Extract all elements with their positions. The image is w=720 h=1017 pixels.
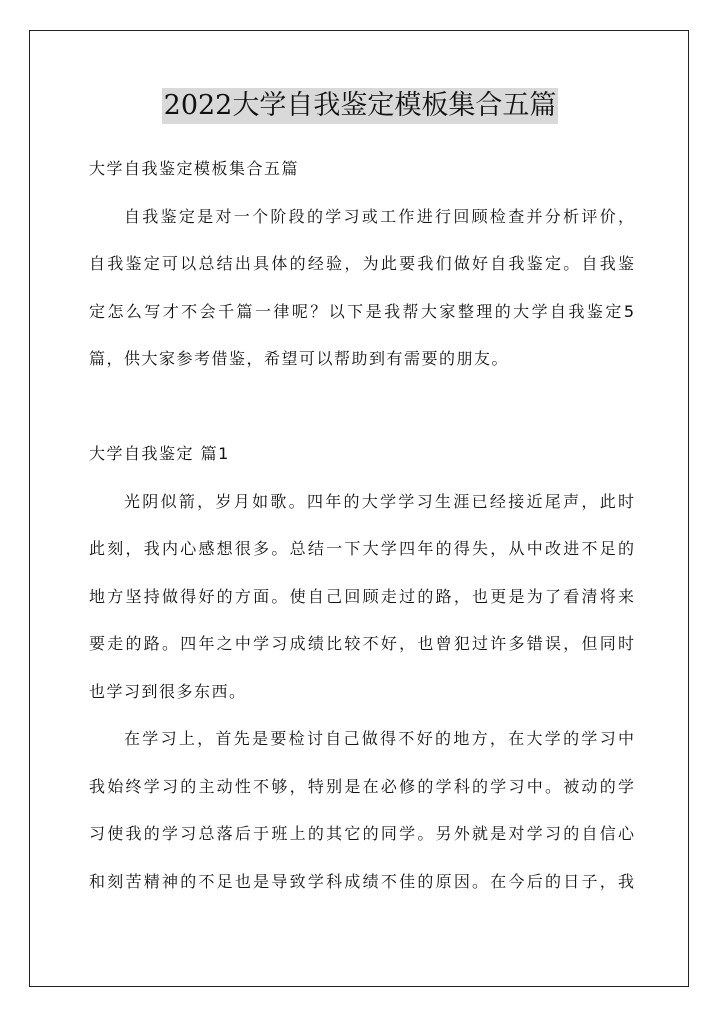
title-container	[0, 88, 720, 124]
intro-line-1: 自我鉴定是对一个阶段的学习或工作进行回顾检查并分析评价，	[124, 206, 634, 226]
section1-p1-line-4: 要走的路。四年之中学习成绩比较不好，也曾犯过许多错误，但同时	[89, 634, 634, 653]
section1-p1-line-5: 也学习到很多东西。	[89, 681, 247, 701]
section1-p2-line-2: 我始终学习的主动性不够，特别是在必修的学科的学习中。被动的学	[89, 776, 634, 796]
section1-p1-line-2: 此刻，我内心感想很多。总结一下大学四年的得失，从中改进不足的	[89, 539, 634, 558]
document-body	[89, 150, 634, 910]
section1-p2-line-4: 和刻苦精神的不足也是导致学科成绩不佳的原因。在今后的日子，我	[89, 871, 634, 891]
section1-p1-line-1: 光阴似箭，岁月如歌。四年的大学学习生涯已经接近尾声，此时	[124, 491, 634, 511]
intro-line-3: 定怎么写才不会千篇一律呢？以下是我帮大家整理的大学自我鉴定5	[89, 301, 634, 321]
section1-p2-line-3: 习使我的学习总落后于班上的其它的同学。另外就是对学习的自信心	[89, 824, 634, 843]
intro-line-4: 篇，供大家参考借鉴，希望可以帮助到有需要的朋友。	[89, 349, 510, 368]
section-spacer	[89, 388, 634, 436]
section1-p2-line-1: 在学习上，首先是要检讨自己做得不好的地方，在大学的学习中	[124, 729, 634, 748]
intro-line-2: 自我鉴定可以总结出具体的经验，为此要我们做好自我鉴定。自我鉴	[89, 254, 634, 273]
section1-p1-line-3: 地方坚持做得好的方面。使自己回顾走过的路，也更是为了看清将来	[89, 586, 634, 606]
section1-heading: 大学自我鉴定 篇1	[89, 444, 230, 463]
subtitle: 大学自我鉴定模板集合五篇	[89, 159, 300, 178]
document-title: 2022大学自我鉴定模板集合五篇	[162, 88, 559, 124]
